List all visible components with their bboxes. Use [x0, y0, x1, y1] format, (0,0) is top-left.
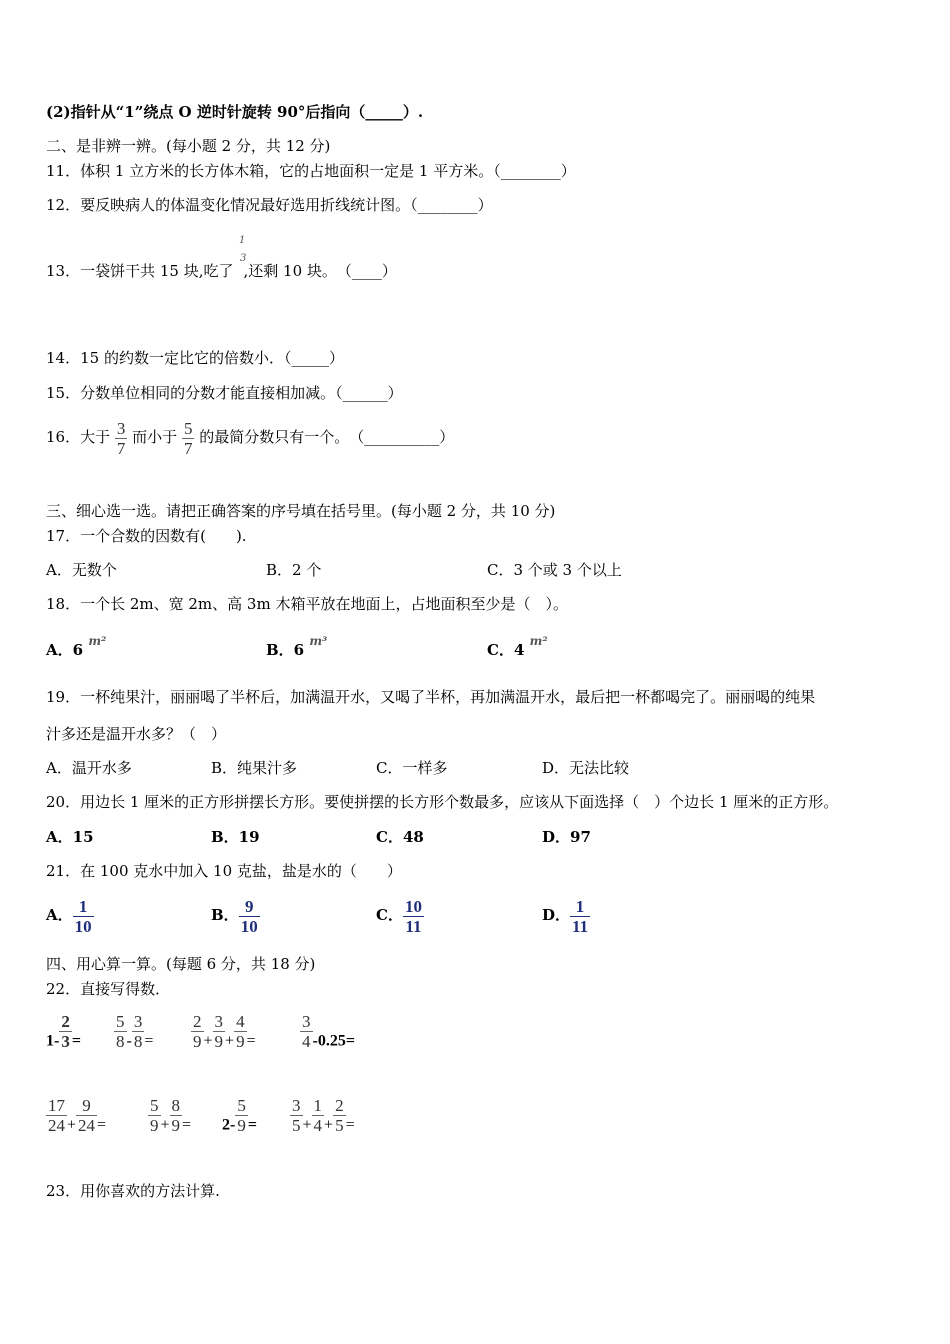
q21-option-c[interactable]: C． $\frac{10}{11}$ — [376, 896, 422, 936]
q16-text-mid: 而小于 — [132, 428, 178, 446]
q13-text-a: 13．一袋饼干共 15 块,吃了 — [46, 262, 234, 280]
q17-option-c[interactable]: C．3 个或 3 个以上 — [487, 561, 622, 579]
q16-fraction-1: $\frac{3}{7}$ — [116, 418, 126, 458]
q20-option-b[interactable]: B．19 — [211, 828, 260, 846]
q16-fraction-2: $\frac{5}{7}$ — [183, 418, 193, 458]
question-23: 23．用你喜欢的方法计算. — [46, 1182, 220, 1200]
section-2-heading: 二、是非辨一辨。(每小题 2 分，共 12 分) — [46, 137, 331, 155]
calc-8: $\frac{3}{5}$ + $\frac{1}{4}$ + $\frac{2}{5}$ = — [292, 1096, 355, 1135]
question-11: 11．体积 1 立方米的长方体木箱，它的占地面积一定是 1 平方米。（________） — [46, 162, 576, 180]
question-13 — [46, 261, 397, 281]
question-19-line-2: 汁多还是温开水多？（ ） — [46, 725, 227, 743]
question-15: 15．分数单位相同的分数才能直接相加减。（______） — [46, 384, 403, 402]
section-3-heading: 三、细心选一选。请把正确答案的序号填在括号里。(每小题 2 分，共 10 分) — [46, 502, 556, 520]
calc-5: $\frac{17}{24}$ + $\frac{9}{24}$ = — [48, 1096, 107, 1135]
calc-6: $\frac{5}{9}$ + $\frac{8}{9}$ = — [150, 1096, 192, 1135]
q20-option-d[interactable]: D．97 — [542, 828, 591, 846]
question-20: 20．用边长 1 厘米的正方形拼摆长方形。要使拼摆的长方形个数最多，应该从下面选择（ ）个边长 1 厘米的正方形。 — [46, 793, 839, 811]
calc-1: 1- $\frac{2}{3}$ = — [46, 1012, 81, 1051]
q21-option-d[interactable]: D． $\frac{1}{11}$ — [542, 896, 589, 936]
question-14: 14．15 的约数一定比它的倍数小．（_____） — [46, 349, 344, 367]
q19-option-c[interactable]: C．一样多 — [376, 759, 448, 777]
calc-2: $\frac{5}{8}$ - $\frac{3}{8}$ = — [116, 1012, 154, 1051]
q13-text-b: ,还剩 10 块。 （____） — [243, 262, 397, 280]
question-22: 22．直接写得数． — [46, 980, 171, 998]
q19-option-b[interactable]: B．纯果汁多 — [211, 759, 298, 777]
calc-3: $\frac{2}{9}$ + $\frac{3}{9}$ + $\frac{4}{9}$ = — [193, 1012, 256, 1051]
q16-text-a: 16．大于 — [46, 428, 111, 446]
q13-fraction-denominator: 3 — [240, 253, 247, 264]
q20-option-a[interactable]: A．15 — [46, 828, 94, 846]
section-4-heading: 四、用心算一算。(每题 6 分，共 18 分) — [46, 955, 316, 973]
q16-text-b: 的最简分数只有一个。 （__________） — [199, 428, 455, 446]
question-12: 12．要反映病人的体温变化情况最好选用折线统计图。（________） — [46, 196, 493, 214]
q18-option-a[interactable]: A．6 $^{m^2}$ — [46, 634, 107, 659]
q17-option-a[interactable]: A．无数个 — [46, 561, 117, 579]
question-16 — [46, 418, 454, 458]
q13-fraction-numerator: 1 — [239, 235, 246, 246]
question-pointer-rotation: (2)指针从“1”绕点 O 逆时针旋转 90°后指向（_____）. — [46, 103, 424, 121]
q17-option-b[interactable]: B．2 个 — [266, 561, 322, 579]
calc-4: $\frac{3}{4}$ -0.25= — [302, 1012, 355, 1051]
question-17: 17．一个合数的因数有( ). — [46, 527, 247, 545]
q20-option-c[interactable]: C．48 — [376, 828, 424, 846]
question-21: 21．在 100 克水中加入 10 克盐，盐是水的（ ） — [46, 862, 402, 880]
calc-7: 2- $\frac{5}{9}$ = — [222, 1096, 257, 1135]
q19-option-a[interactable]: A．温开水多 — [46, 759, 132, 777]
q21-option-a[interactable]: A． $\frac{1}{10}$ — [46, 896, 92, 936]
q18-option-c[interactable]: C．4 $^{m^2}$ — [487, 634, 548, 659]
q19-option-d[interactable]: D．无法比较 — [542, 759, 630, 777]
q18-option-b[interactable]: B．6 $^{m^3}$ — [266, 634, 328, 659]
question-18: 18．一个长 2m、宽 2m、高 3m 木箱平放在地面上，占地面积至少是（ ）。 — [46, 595, 568, 613]
question-19-line-1: 19．一杯纯果汁，丽丽喝了半杯后，加满温开水，又喝了半杯，再加满温开水，最后把一杯都喝完了。丽丽喝的纯果 — [46, 688, 816, 706]
q21-option-b[interactable]: B． $\frac{9}{10}$ — [211, 896, 258, 936]
